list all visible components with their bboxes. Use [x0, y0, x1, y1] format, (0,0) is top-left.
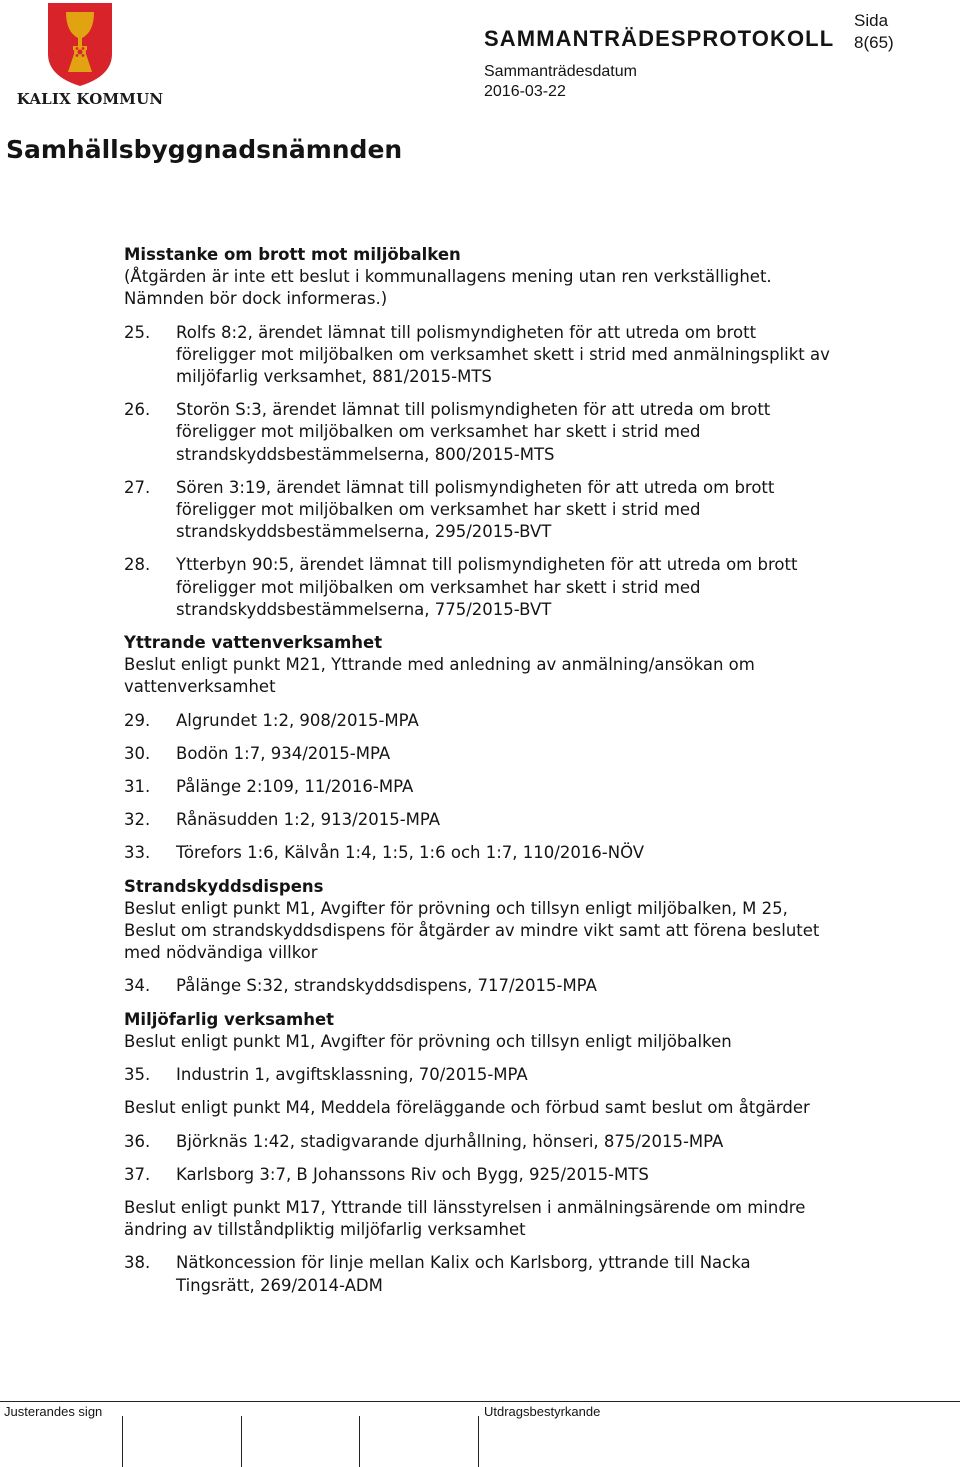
item-text: Pålänge 2:109, 11/2016-MPA: [176, 777, 414, 797]
section-intro: (Åtgärden är inte ett beslut i kommunallagens mening utan ren verkställighet. Nämnden bör dock informeras.): [124, 267, 772, 309]
section-heading: Misstanke om brott mot miljöbalken: [124, 245, 461, 264]
section-heading: Yttrande vattenverksamhet: [124, 633, 383, 653]
list-item: [124, 809, 834, 831]
item-text: Rolfs 8:2, ärendet lämnat till polismyndigheten för att utreda om brott föreligger mot miljöbalken om verksamhet skett i strid med anmälningsplikt av miljöfarlig verksamhet, 881/2015-MTS: [176, 322, 830, 387]
signature-footer: [0, 1401, 960, 1467]
item-text: Törefors 1:6, Kälvån 1:4, 1:5, 1:6 och 1:7, 110/2016-NÖV: [176, 843, 645, 863]
section-misstanke: [124, 244, 834, 311]
item-text: Sören 3:19, ärendet lämnat till polismyndigheten för att utreda om brott föreligger mot miljöbalken om verksamhet har skett i strid med strandskyddsbestämmelserna, 295/2015-BVT: [176, 477, 775, 542]
signature-divider: [241, 1416, 242, 1467]
item-text: Rånäsudden 1:2, 913/2015-MPA: [176, 810, 441, 830]
item-number: 34.: [124, 976, 151, 996]
item-number: 25.: [124, 322, 151, 342]
list-item: [124, 554, 834, 621]
item-text: Industrin 1, avgiftsklassning, 70/2015-MPA: [176, 1065, 528, 1085]
coat-of-arms-icon: [8, 2, 128, 90]
item-text: Nätkoncession för linje mellan Kalix och Karlsborg, yttrande till Nacka Tingsrätt, 269/2014-ADM: [176, 1253, 751, 1295]
list-item: [124, 776, 834, 798]
list-item: [124, 477, 834, 544]
list-item: [124, 710, 834, 732]
meeting-date: 2016-03-22: [484, 83, 566, 100]
signature-divider: [478, 1416, 479, 1467]
item-number: 33.: [124, 843, 151, 863]
item-text: Pålänge S:32, strandskyddsdispens, 717/2015-MPA: [176, 976, 597, 996]
section-miljofarlig-verksamhet: [124, 1009, 834, 1053]
justerandes-sign-label: Justerandes sign: [4, 1404, 103, 1419]
list-item: [124, 743, 834, 765]
agenda-content: [124, 244, 834, 1308]
committee-name: Samhällsbyggnadsnämnden: [6, 135, 403, 164]
signature-divider: [122, 1416, 123, 1467]
section-heading: Miljöfarlig verksamhet: [124, 1009, 335, 1029]
section-intro: Beslut enligt punkt M4, Meddela föreläggande och förbud samt beslut om åtgärder: [124, 1098, 810, 1118]
signature-divider: [359, 1416, 360, 1467]
section-m17: [124, 1197, 834, 1241]
item-number: 32.: [124, 810, 151, 830]
document-title: SAMMANTRÄDESPROTOKOLL: [484, 26, 835, 51]
item-number: 26.: [124, 400, 151, 420]
meeting-date-label: Sammanträdesdatum: [484, 63, 637, 80]
page-number: 8(65): [854, 33, 894, 52]
item-text: Björknäs 1:42, stadigvarande djurhållning, hönseri, 875/2015-MPA: [176, 1131, 724, 1151]
list-item: [124, 1164, 834, 1186]
item-number: 30.: [124, 743, 151, 763]
item-number: 31.: [124, 777, 151, 797]
utdragsbestyrkande-label: Utdragsbestyrkande: [484, 1404, 601, 1419]
item-number: 37.: [124, 1164, 151, 1184]
section-intro: Beslut enligt punkt M17, Yttrande till länsstyrelsen i anmälningsärende om mindre ändring av tillståndpliktig miljöfarlig verksamhet: [124, 1197, 806, 1240]
item-text: Ytterbyn 90:5, ärendet lämnat till polismyndigheten för att utreda om brott föreligger mot miljöbalken om verksamhet har skett i strid med strandskyddsbestämmelserna, 775/2015-BVT: [176, 555, 798, 619]
list-item: [124, 842, 834, 864]
item-number: 28.: [124, 555, 151, 575]
section-intro: Beslut enligt punkt M1, Avgifter för prövning och tillsyn enligt miljöbalken, M 25, Beslut om strandskyddsdispens för åtgärder av mindre vikt samt att förena beslutet med nödvändiga villkor: [124, 898, 820, 963]
section-strandskyddsdispens: [124, 876, 834, 965]
org-name: KALIX KOMMUN: [16, 90, 164, 108]
kalix-kommun-logo: [8, 2, 164, 114]
list-item: [124, 1252, 834, 1296]
section-intro: Beslut enligt punkt M1, Avgifter för prövning och tillsyn enligt miljöbalken: [124, 1031, 732, 1051]
list-item: [124, 399, 834, 466]
item-number: 29.: [124, 710, 151, 730]
item-number: 36.: [124, 1131, 151, 1151]
list-item: [124, 1131, 834, 1153]
section-m4: [124, 1097, 834, 1119]
section-intro: Beslut enligt punkt M21, Yttrande med anledning av anmälning/ansökan om vattenverksamhet: [124, 655, 755, 697]
item-text: Algrundet 1:2, 908/2015-MPA: [176, 710, 419, 730]
item-number: 27.: [124, 477, 151, 497]
item-text: Storön S:3, ärendet lämnat till polismyndigheten för att utreda om brott föreligger mot miljöbalken om verksamhet har skett i strid med strandskyddsbestämmelserna, 800/2015-MTS: [176, 400, 771, 464]
list-item: [124, 975, 834, 997]
page-label: Sida: [854, 11, 889, 30]
item-number: 38.: [124, 1253, 151, 1273]
section-heading: Strandskyddsdispens: [124, 876, 324, 896]
section-yttrande-vattenverksamhet: [124, 632, 834, 699]
list-item: [124, 1064, 834, 1086]
item-text: Bodön 1:7, 934/2015-MPA: [176, 743, 391, 763]
list-item: [124, 322, 834, 389]
item-number: 35.: [124, 1065, 151, 1085]
item-text: Karlsborg 3:7, B Johanssons Riv och Bygg, 925/2015-MTS: [176, 1164, 649, 1184]
